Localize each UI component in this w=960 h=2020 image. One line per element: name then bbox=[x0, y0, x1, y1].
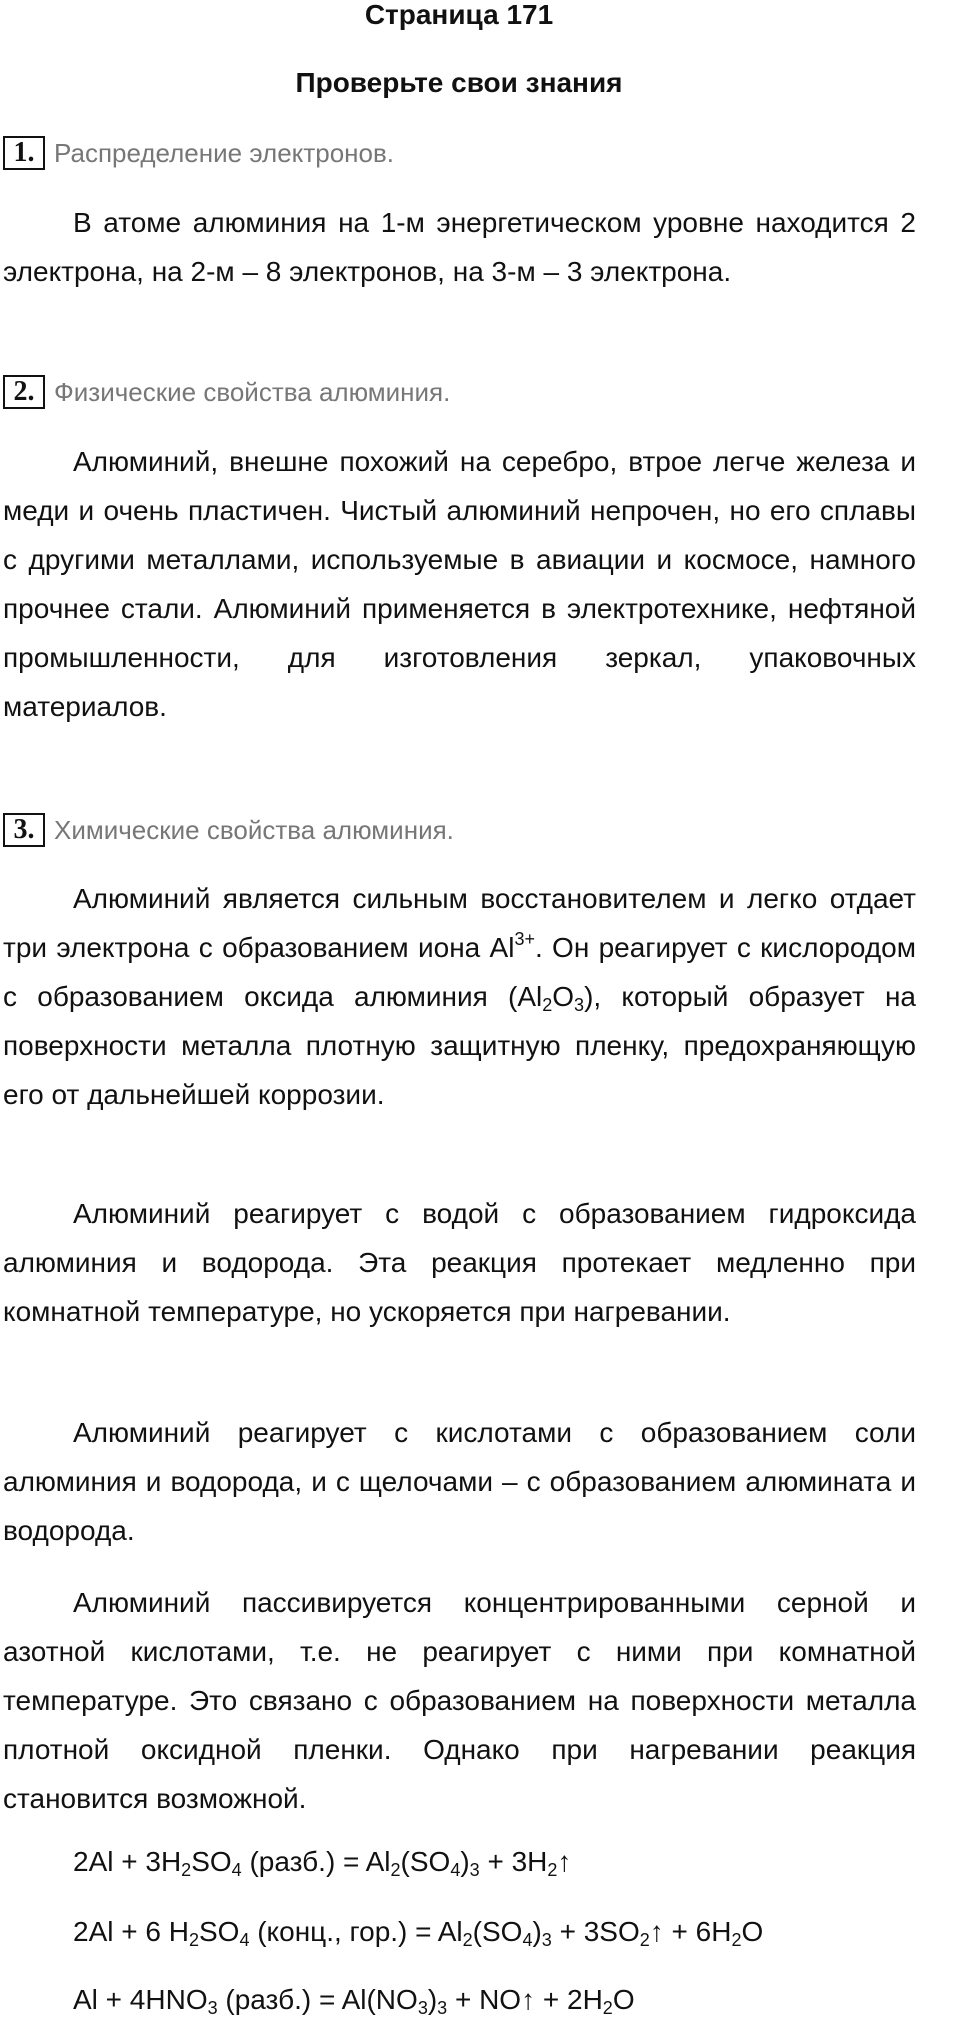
answer-paragraph: Алюминий, внешне похожий на серебро, втрое легче железа и меди и очень пластичен. Чистый алюминий непрочен, но его сплавы с другими металлами, используемые в авиации и космосе, намного прочнее стали. Алюминий применяется в электротехнике, нефтяной промышленности, для изготовления зеркал, упаковочных материалов. bbox=[3, 446, 916, 722]
section-subtitle: Проверьте свои знания bbox=[295, 67, 623, 98]
page-title: Страница 171 bbox=[364, 0, 554, 30]
answer-paragraph: Алюминий является сильным восстановителем и легко отдает три электрона с образованием иона $Al^{3+}$. Он реагирует с кислородом с образованием оксида алюминия $(Al_2O_3)$, который образует на поверхности металла плотную защитную пленку, предохраняющую его от дальнейшей коррозии. bbox=[3, 883, 916, 1110]
answer-paragraph: Алюминий пассивируется концентрированными серной и азотной кислотами, т.е. не реагирует с ними при комнатной температуре. Это связано с образованием на поверхности металла плотной оксидной пленки. Однако при нагревании реакция становится возможной. bbox=[3, 1587, 916, 1814]
answer-paragraph: В атоме алюминия на 1-м энергетическом уровне находится 2 электрона, на 2-м – 8 электронов, на 3-м – 3 электрона. bbox=[3, 207, 916, 287]
question-title: Распределение электронов. bbox=[54, 138, 395, 168]
reaction-equation-3: $Al + 4HNO_3$ (разб.) = $Al(NO_3)_3$ + NO↑ + $2H_2O$ bbox=[73, 1984, 635, 2018]
reaction-equation-2: 2Al + 6 $H_2SO_4$ (конц., $гор.) = Al_2(SO_4)_3$ + $3SO_2↑ + 6H_2O$ bbox=[73, 1916, 764, 1950]
question-3-header bbox=[3, 813, 454, 847]
question-number-box: 1. bbox=[3, 136, 45, 170]
question-2-header bbox=[3, 375, 450, 409]
question-number-box: 3. bbox=[3, 813, 45, 847]
answer-paragraph: Алюминий реагирует с кислотами с образованием соли алюминия и водорода, и с щелочами – с образованием алюмината и водорода. bbox=[3, 1417, 916, 1546]
question-title: Химические свойства алюминия. bbox=[54, 815, 454, 845]
answer-paragraph: Алюминий реагирует с водой с образованием гидроксида алюминия и водорода. Эта реакция протекает медленно при комнатной температуре, но ускоряется при нагревании. bbox=[3, 1198, 916, 1327]
reaction-equation-1: $2Al + 3H_2SO_4$ (разб.) = $Al_2(SO_4)_3$ + $3H_2↑$ bbox=[73, 1846, 572, 1880]
question-number-box: 2. bbox=[3, 375, 45, 409]
question-title: Физические свойства алюминия. bbox=[54, 377, 451, 407]
question-1-header bbox=[3, 136, 394, 170]
